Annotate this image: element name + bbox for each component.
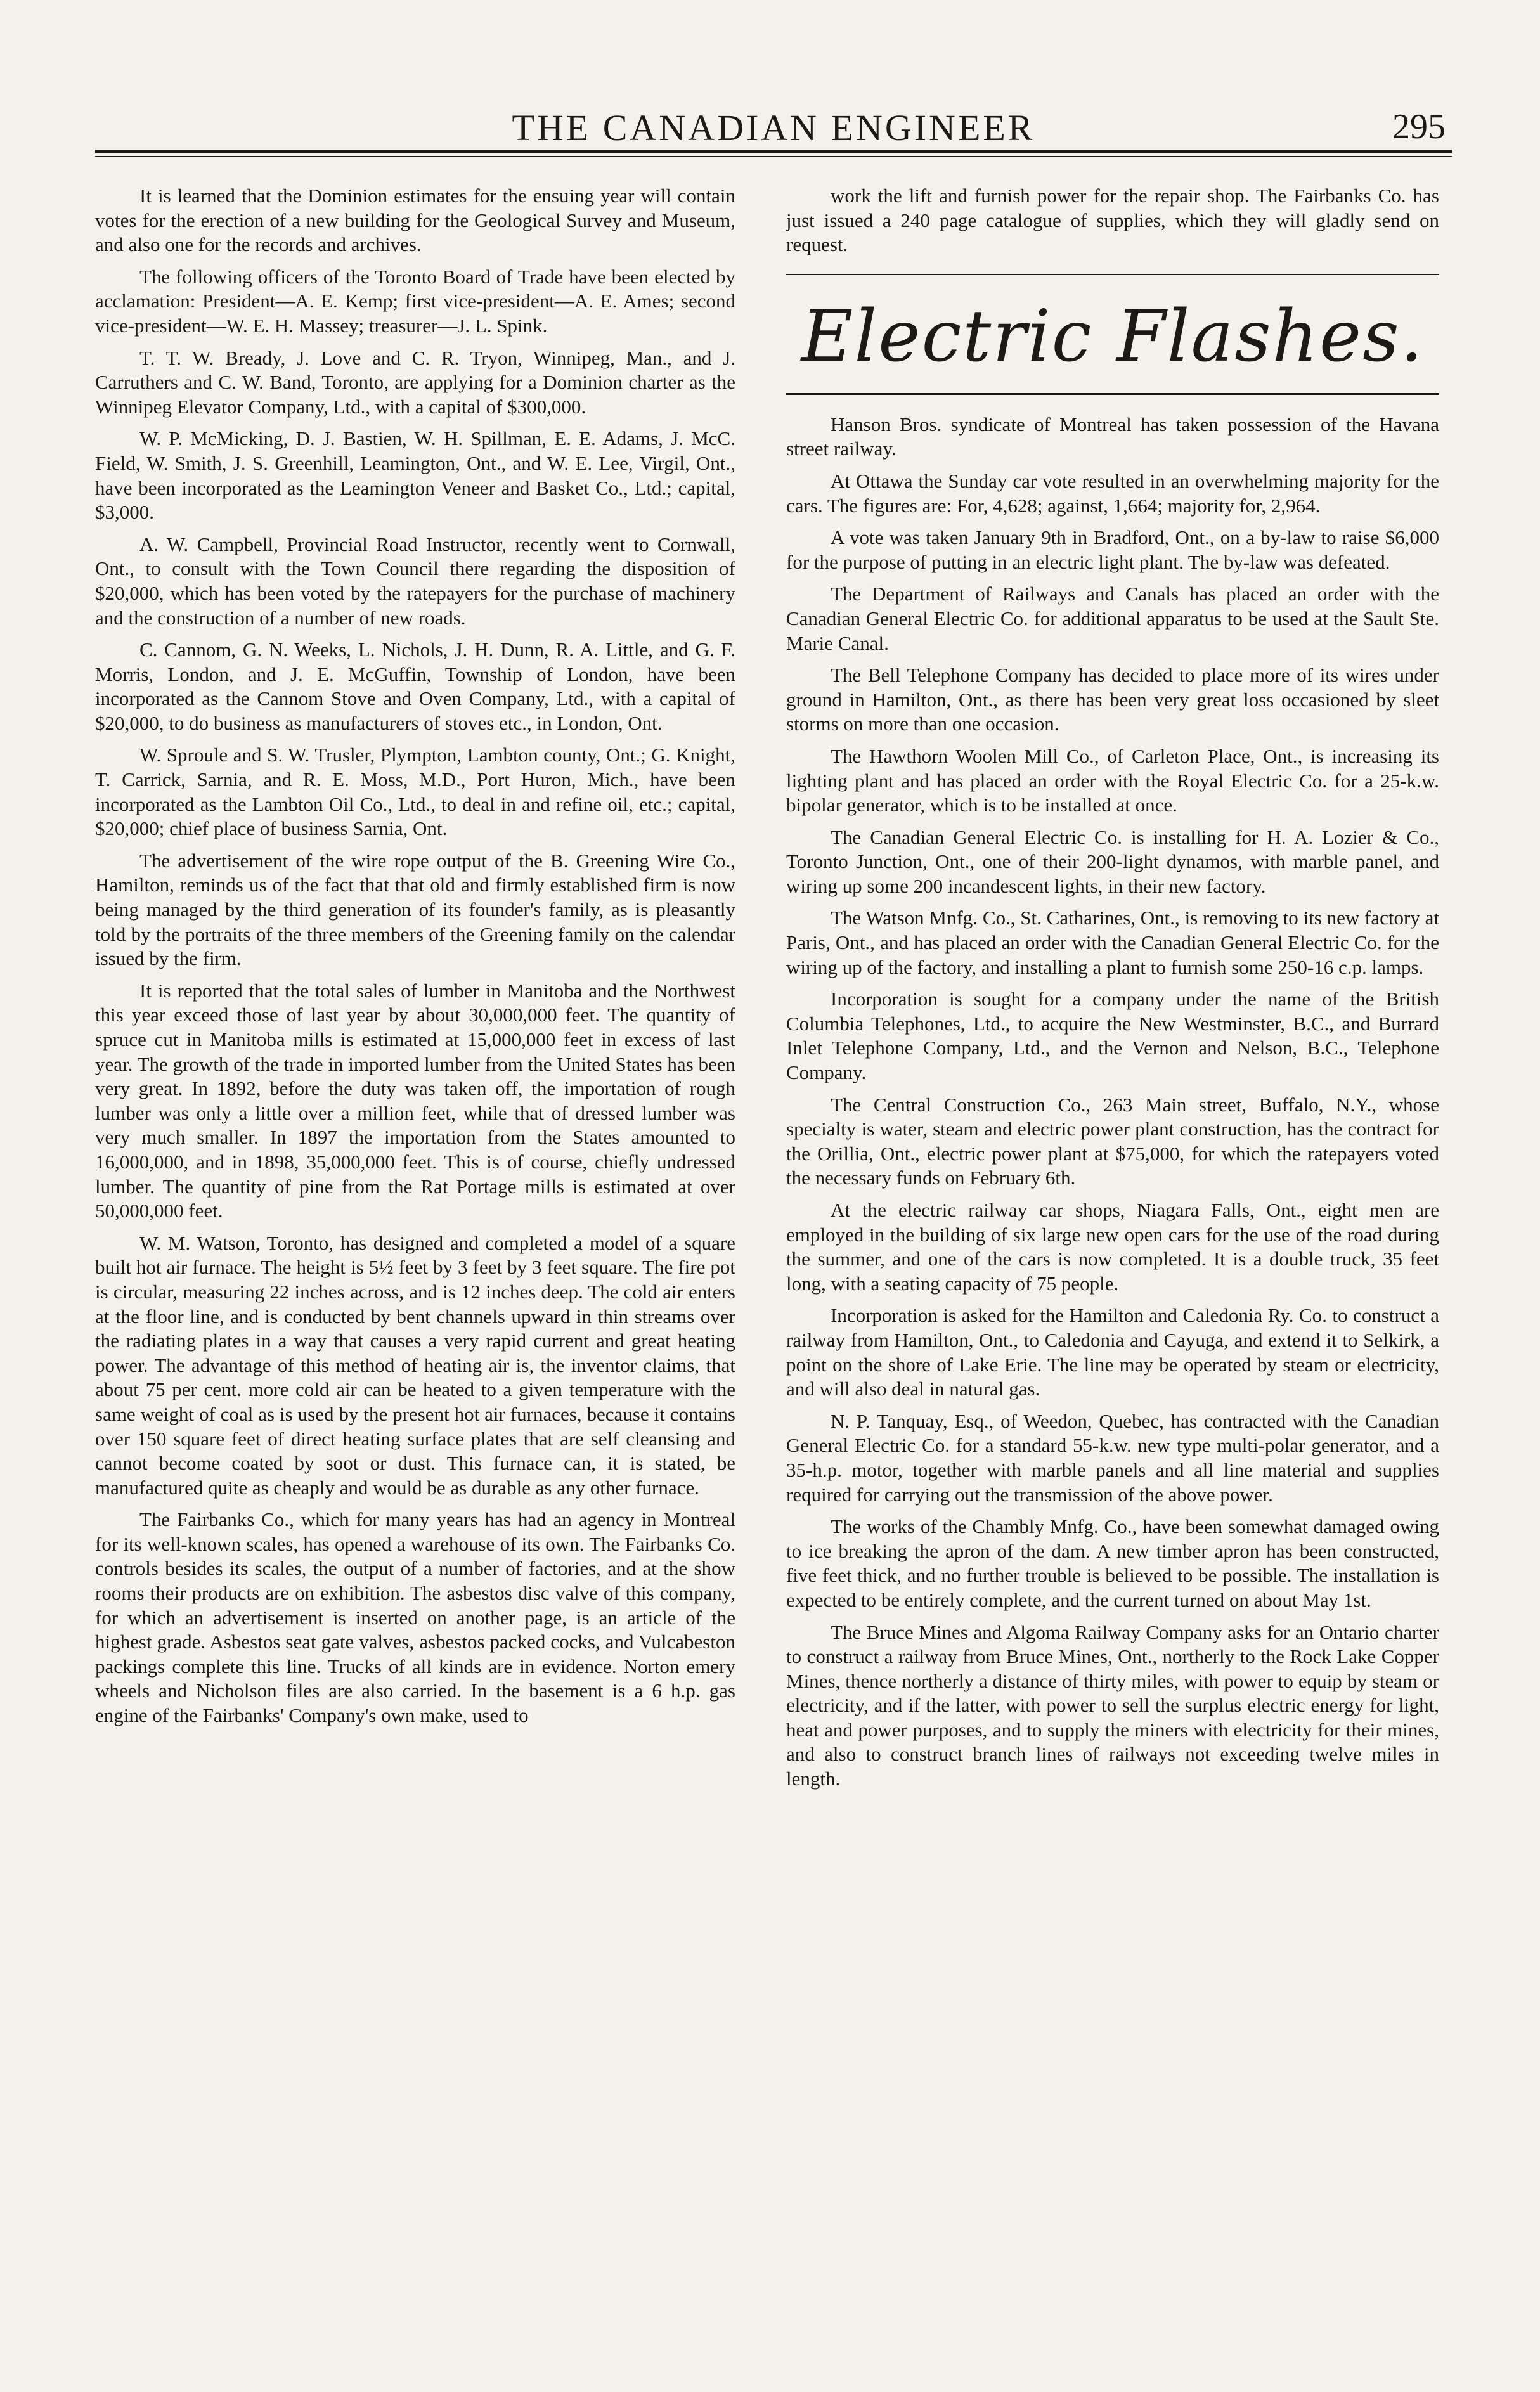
paragraph: It is reported that the total sales of lumber in Manitoba and the Northwest this year exceed those of last year by about 30,000,000 feet. The quantity of spruce cut in Manitoba mills is estimated at 15,000,000 feet in excess of last year. The growth of the trade in imported lumber from the United States has been very great. In 1892, before the duty was taken off, the importation of rough lumber was only a little over a million feet, while that of dressed lumber was very much smaller. In 1897 the importation from the States amounted to 16,000,000, and in 1898, 35,000,000 feet. This is of course, chiefly undressed lumber. The quantity of pine from the Rat Portage mills is estimated at over 50,000,000 feet.	[95, 979, 735, 1222]
paragraph: The Department of Railways and Canals has placed an order with the Canadian General Electric Co. for additional apparatus to be used at the Sault Ste. Marie Canal.	[786, 583, 1439, 654]
left-column	[95, 184, 735, 1736]
right-column	[786, 184, 1439, 1799]
paragraph: C. Cannom, G. N. Weeks, L. Nichols, J. H. Dunn, R. A. Little, and G. F. Morris, London, and J. E. McGuffin, Township of London, have been incorporated as the Cannom Stove and Oven Company, Ltd., with a capital of $20,000, to do business as manufacturers of stoves etc., in London, Ont.	[95, 638, 735, 734]
paragraph: N. P. Tanquay, Esq., of Weedon, Quebec, has contracted with the Canadian General Electric Co. for a standard 55-k.w. new type multi-polar generator, and a 35-h.p. motor, together with marble panels and all line material and supplies required for carrying out the transmission of the above power.	[786, 1409, 1439, 1506]
paragraph-continued: work the lift and furnish power for the repair shop. The Fairbanks Co. has just issued a 240 page catalogue of supplies, which they will gladly send on request.	[786, 184, 1439, 256]
paragraph: At the electric railway car shops, Niagara Falls, Ont., eight men are employed in the building of six large new open cars for the use of the road during the summer, and one of the cars is now completed. It is a double truck, 35 feet long, with a seating capacity of 75 people.	[786, 1199, 1439, 1295]
section-divider	[786, 274, 1439, 276]
paragraph: At Ottawa the Sunday car vote resulted in an overwhelming majority for the cars. The figures are: For, 4,628; against, 1,664; majority for, 2,964.	[786, 469, 1439, 517]
paragraph: The Canadian General Electric Co. is installing for H. A. Lozier & Co., Toronto Junction, Ont., one of their 200-light dynamos, with marble panel, and wiring up some 200 incandescent lights, in their new factory.	[786, 825, 1439, 897]
heading-rule	[786, 393, 1439, 395]
paragraph: The advertisement of the wire rope output of the B. Greening Wire Co., Hamilton, reminds us of the fact that that old and firmly established firm is now being managed by the third generation of its founder's family, as is pleasantly told by the portraits of the three members of the Greening family on the calendar issued by the firm.	[95, 849, 735, 970]
journal-title: THE CANADIAN ENGINEER	[512, 107, 1035, 148]
paragraph: W. P. McMicking, D. J. Bastien, W. H. Spillman, E. E. Adams, J. McC. Field, W. Smith, J. S. Greenhill, Leamington, Ont., and W. E. Lee, Virgil, Ont., have been incorporated as the Leamington Veneer and Basket Co., Ltd.; capital, $3,000.	[95, 427, 735, 524]
paragraph: Incorporation is sought for a company under the name of the British Columbia Telephones, Ltd., to acquire the New Westminster, B.C., and Burrard Inlet Telephone Company, Ltd., and the Vernon and Nelson, B.C., Telephone Company.	[786, 988, 1439, 1084]
header-rule-thin	[95, 156, 1452, 157]
paragraph: The Bell Telephone Company has decided to place more of its wires under ground in Hamilton, Ont., as there has been very great loss occasioned by sleet storms on more than one occasion.	[786, 664, 1439, 735]
paragraph: Hanson Bros. syndicate of Montreal has taken possession of the Havana street railway.	[786, 413, 1439, 460]
paragraph: A. W. Campbell, Provincial Road Instructor, recently went to Cornwall, Ont., to consult with the Town Council there regarding the disposition of $20,000, which has been voted by the ratepayers for the purchase of machinery and the construction of a number of new roads.	[95, 533, 735, 629]
paragraph: The Bruce Mines and Algoma Railway Company asks for an Ontario charter to construct a railway from Bruce Mines, Ont., northerly to the Rock Lake Copper Mines, thence northerly a distance of thirty miles, with power to equip by steam or electricity, and if the latter, with power to sell the surplus electric energy for light, heat and power purposes, and to supply the miners with electricity for their mines, and also to construct branch lines of railways not exceeding twelve miles in length.	[786, 1620, 1439, 1790]
paragraph: T. T. W. Bready, J. Love and C. R. Tryon, Winnipeg, Man., and J. Carruthers and C. W. Band, Toronto, are applying for a Dominion charter as the Winnipeg Elevator Company, Ltd., with a capital of $300,000.	[95, 346, 735, 418]
paragraph: W. M. Watson, Toronto, has designed and completed a model of a square built hot air furnace. The height is 5½ feet by 3 feet by 3 feet square. The fire pot is circular, measuring 22 inches across, and is 12 inches deep. The cold air enters at the floor line, and is conducted by bent channels upward in thin streams over the radiating plates in a way that causes a very rapid current and great heating power. The advantage of this method of heating air is, the inventor claims, that about 75 per cent. more cold air can be heated to a given temperature with the same weight of coal as is used by the present hot air furnaces, because it contains over 150 square feet of direct heating surface plates that are self cleansing and cannot become coated by soot or dust. This furnace can, it is stated, be manufactured quite as cheaply and would be as durable as any other furnace.	[95, 1231, 735, 1499]
page-header	[95, 95, 1452, 165]
paragraph: The Hawthorn Woolen Mill Co., of Carleton Place, Ont., is increasing its lighting plant and has placed an order with the Royal Electric Co. for a 25-k.w. bipolar generator, which is to be installed at once.	[786, 744, 1439, 817]
paragraph: It is learned that the Dominion estimates for the ensuing year will contain votes for the erection of a new building for the Geological Survey and Museum, and also one for the records and archives.	[95, 184, 735, 256]
paragraph: Incorporation is asked for the Hamilton and Caledonia Ry. Co. to construct a railway from Hamilton, Ont., to Caledonia and Cayuga, and extend it to Selkirk, a point on the shore of Lake Erie. The line may be operated by steam or electricity, and will also deal in natural gas.	[786, 1304, 1439, 1400]
paragraph: A vote was taken January 9th in Bradford, Ont., on a by-law to raise $6,000 for the purpose of putting in an electric light plant. The by-law was defeated.	[786, 526, 1439, 573]
header-rule	[95, 150, 1452, 153]
paragraph: The Watson Mnfg. Co., St. Catharines, Ont., is removing to its new factory at Paris, Ont., and has placed an order with the Canadian General Electric Co. for the wiring up of the factory, and installing a plant to furnish some 250-16 c.p. lamps.	[786, 907, 1439, 978]
paragraph: W. Sproule and S. W. Trusler, Plympton, Lambton county, Ont.; G. Knight, T. Carrick, Sarnia, and R. E. Moss, M.D., Port Huron, Mich., have been incorporated as the Lambton Oil Co., Ltd., to deal in and refine oil, etc.; capital, $20,000; chief place of business Sarnia, Ont.	[95, 744, 735, 840]
paragraph: The works of the Chambly Mnfg. Co., have been somewhat damaged owing to ice breaking the apron of the dam. A new timber apron has been constructed, five feet thick, and no further trouble is believed to be possible. The installation is expected to be entirely complete, and the current turned on about May 1st.	[786, 1515, 1439, 1611]
paragraph: The Central Construction Co., 263 Main street, Buffalo, N.Y., whose specialty is water, steam and electric power plant construction, has the contract for the Orillia, Ont., electric power plant at $75,000, for which the ratepayers voted the necessary funds on February 6th.	[786, 1093, 1439, 1189]
page-number: 295	[1392, 107, 1446, 146]
section-heading: Electric Flashes.	[801, 295, 1425, 378]
paragraph: The following officers of the Toronto Board of Trade have been elected by acclamation: President—A. E. Kemp; first vice-president—A. E. Ames; second vice-president—W. E. H. Massey; treasurer—J. L. Spink.	[95, 265, 735, 337]
paragraph: The Fairbanks Co., which for many years has had an agency in Montreal for its well-known scales, has opened a warehouse of its own. The Fairbanks Co. controls besides its scales, the output of a number of factories, and at the show rooms their products are on exhibition. The asbestos disc valve of this company, for which an advertisement is inserted on another page, is an article of the highest grade. Asbestos seat gate valves, asbestos packed cocks, and Vulcabeston packings complete this line. Trucks of all kinds are in evidence. Norton emery wheels and Nicholson files are also carried. In the basement is a 6 h.p. gas engine of the Fairbanks' Company's own make, used to	[95, 1508, 735, 1727]
